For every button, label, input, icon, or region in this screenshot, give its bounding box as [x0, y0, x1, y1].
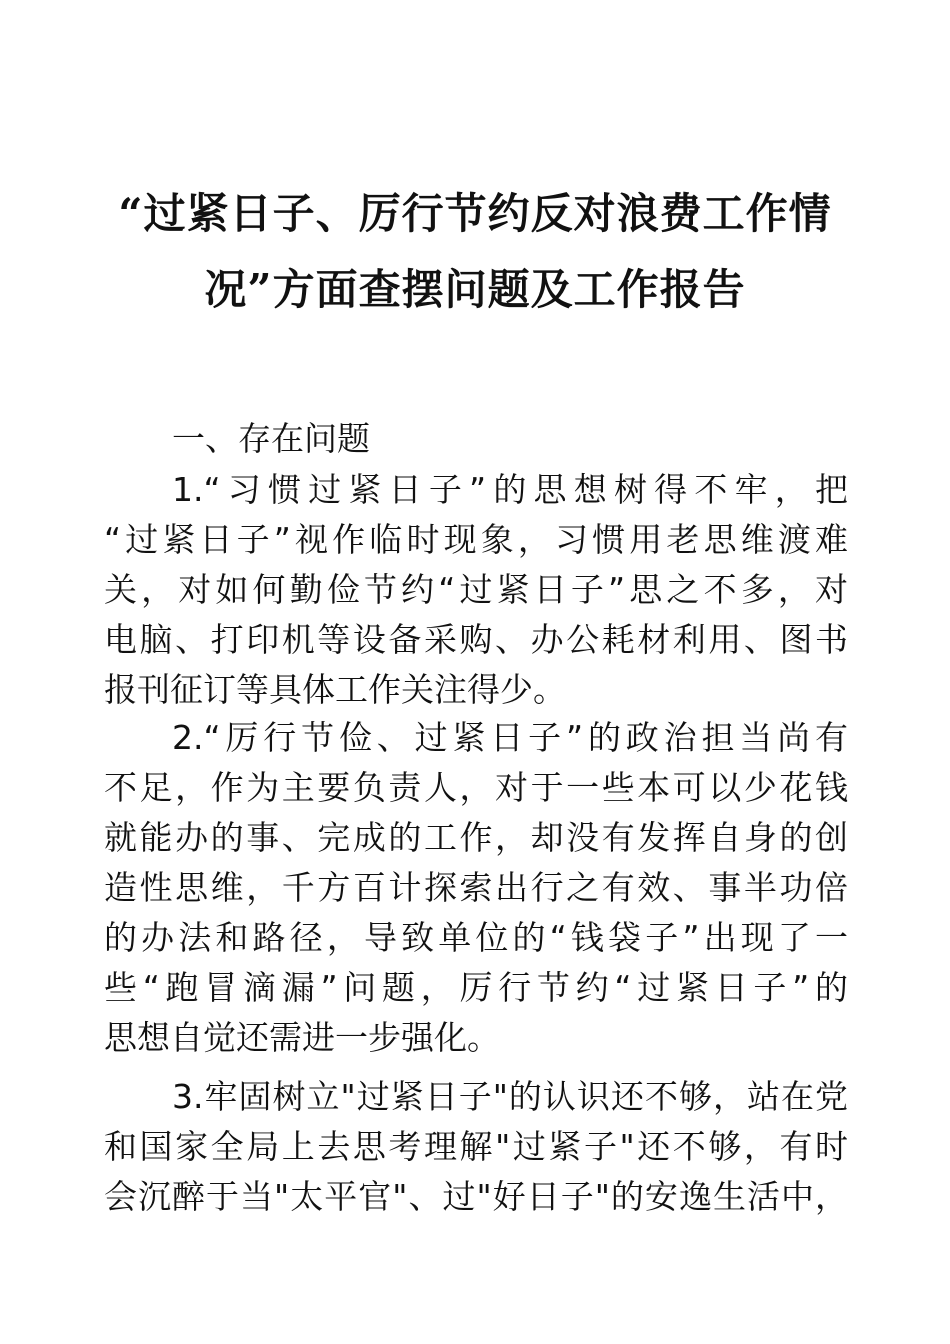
paragraph-line: 电脑、打印机等设备采购、办公耗材利用、图书	[104, 620, 848, 659]
paragraph-line: 造性思维，千方百计探索出行之有效、事半功倍	[104, 868, 848, 907]
document-title-line-2: 况”方面查摆问题及工作报告	[204, 265, 746, 314]
section-heading: 一、存在问题	[172, 419, 370, 458]
paragraph-line: 3.牢固树立"过紧日子"的认识还不够，站在党	[172, 1077, 848, 1116]
paragraph-line: 2.“厉行节俭、过紧日子”的政治担当尚有	[172, 718, 848, 757]
paragraph-line: 会沉醉于当"太平官"、过"好日子"的安逸生活中，	[104, 1177, 848, 1216]
paragraph-line: 关，对如何勤俭节约“过紧日子”思之不多，对	[104, 570, 848, 609]
paragraph-line: 思想自觉还需进一步强化。	[104, 1018, 500, 1057]
document-title-line-1: “过紧日子、厉行节约反对浪费工作情	[118, 189, 832, 238]
paragraph-line: “过紧日子”视作临时现象，习惯用老思维渡难	[104, 520, 848, 559]
paragraph-line: 不足，作为主要负责人，对于一些本可以少花钱	[104, 768, 848, 807]
paragraph-line: 报刊征订等具体工作关注得少。	[104, 670, 566, 709]
paragraph-line: 1.“习惯过紧日子”的思想树得不牢，把	[172, 470, 848, 509]
paragraph-line: 就能办的事、完成的工作，却没有发挥自身的创	[104, 818, 848, 857]
paragraph-line: 些“跑冒滴漏”问题，厉行节约“过紧日子”的	[104, 968, 848, 1007]
paragraph-line: 的办法和路径，导致单位的“钱袋子”出现了一	[104, 918, 848, 957]
paragraph-line: 和国家全局上去思考理解"过紧子"还不够，有时	[104, 1127, 848, 1166]
